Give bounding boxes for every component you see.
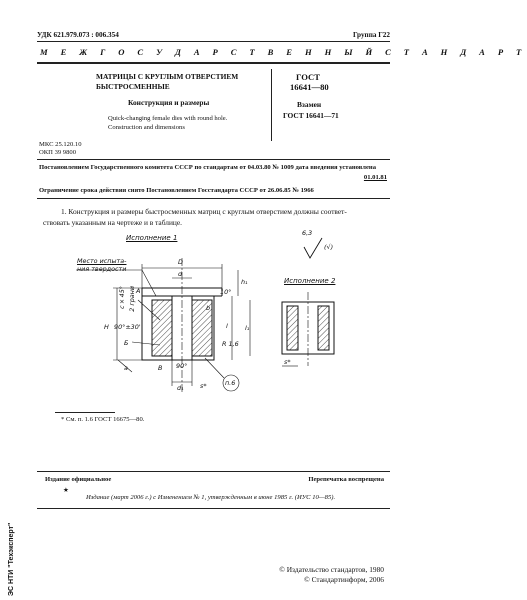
edition-rule — [37, 508, 390, 509]
group-code: Группа Г22 — [352, 31, 390, 39]
limit-text: Ограничение срока действия снято Постановлением Госстандарта СССР от 26.06.85 № 1966 — [39, 187, 314, 194]
interstate-standard-banner: М Е Ж Г О С У Д А Р С Т В Е Н Н Ы Й С Т А Н Д А Р Т — [40, 47, 527, 57]
paragraph-line2: ствовать указанным на чертеже и в таблице. — [43, 218, 182, 227]
roughness-value: 6,3 — [302, 229, 313, 237]
place-label-line2: ния твердости — [77, 265, 127, 273]
title-en-line1: Quick-changing female dies with round hole. — [108, 115, 228, 122]
label-B: Б — [124, 339, 129, 347]
label-r16: R 1,6 — [222, 340, 239, 348]
roughness-paren: (√) — [324, 243, 334, 251]
instead-number: ГОСТ 16641—71 — [283, 111, 339, 120]
decree-date: 01.01.81 — [363, 174, 387, 181]
label-V: В — [158, 364, 163, 372]
mks-code: МКС 25.120.10 — [39, 141, 82, 148]
dim-d: d — [178, 270, 183, 278]
dim-D: D — [178, 258, 183, 266]
okp-code: ОКП 39 9800 — [39, 149, 76, 156]
dim-d1: d₁ — [177, 384, 184, 392]
gost-label: ГОСТ — [296, 72, 320, 82]
dim-l: l — [226, 322, 228, 330]
side-stamp: ЭС НТИ "Техэксперт" — [8, 522, 15, 596]
title-en-line2: Construction and dimensions — [108, 124, 185, 131]
label-angle-90-30: 90°±30' — [114, 323, 141, 331]
fig1-label: Исполнение 1 — [126, 234, 178, 242]
instead-label: Взамен — [297, 100, 322, 109]
dim-h1: h₁ — [241, 278, 248, 286]
official-edition: Издание официальное — [45, 476, 112, 483]
place-label-line1: Место испыта- — [77, 257, 127, 265]
label-s-fig2: s* — [284, 358, 291, 366]
label-A: А — [136, 287, 141, 295]
udc-code: УДК 621.979.073 : 006.354 — [37, 31, 119, 39]
label-a: a — [124, 364, 128, 372]
label-b: b — [206, 304, 211, 312]
footer-rule — [37, 471, 390, 472]
label-angle-10: 10° — [220, 288, 232, 296]
label-s: s* — [200, 382, 207, 390]
edition-note: Издание (март 2006 г.) с Изменением № 1, утвержденным в июне 1985 г. (ИУС 10—85). — [86, 494, 336, 501]
fig2-label: Исполнение 2 — [284, 277, 336, 285]
copyright-2006: © Стандартинформ, 2006 — [304, 575, 384, 584]
dim-H: H — [104, 323, 109, 331]
title-line2: БЫСТРОСМЕННЫЕ — [96, 82, 170, 91]
label-two-faces: 2 грани — [128, 286, 136, 312]
footnote-rule — [55, 412, 115, 413]
footnote: * См. п. 1.6 ГОСТ 16675—80. — [61, 416, 145, 423]
reprint-prohibited: Перепечатка воспрещена — [308, 476, 384, 483]
label-p6: п.6 — [225, 379, 236, 387]
title-line1: МАТРИЦЫ С КРУГЛЫМ ОТВЕРСТИЕМ — [96, 72, 239, 81]
dim-l1: l₁ — [245, 324, 250, 332]
copyright-1980: © Издательство стандартов, 1980 — [279, 565, 384, 574]
footer-star: ★ — [63, 487, 69, 494]
decree-text: Постановлением Государственного комитета СССР по стандартам от 04.03.80 № 1009 дата введения установлена — [39, 164, 377, 171]
gost-number: 16641—80 — [290, 82, 329, 92]
label-c45: c×45° — [118, 286, 126, 309]
fig2-matrix-section — [282, 292, 334, 366]
paragraph-line1: 1. Конструкция и размеры быстросменных матриц с круглым отверстием должны соответ- — [61, 207, 347, 216]
roughness-symbol — [304, 238, 322, 258]
title-subtitle: Конструкция и размеры — [128, 98, 210, 107]
label-angle-90: 90° — [176, 362, 188, 370]
